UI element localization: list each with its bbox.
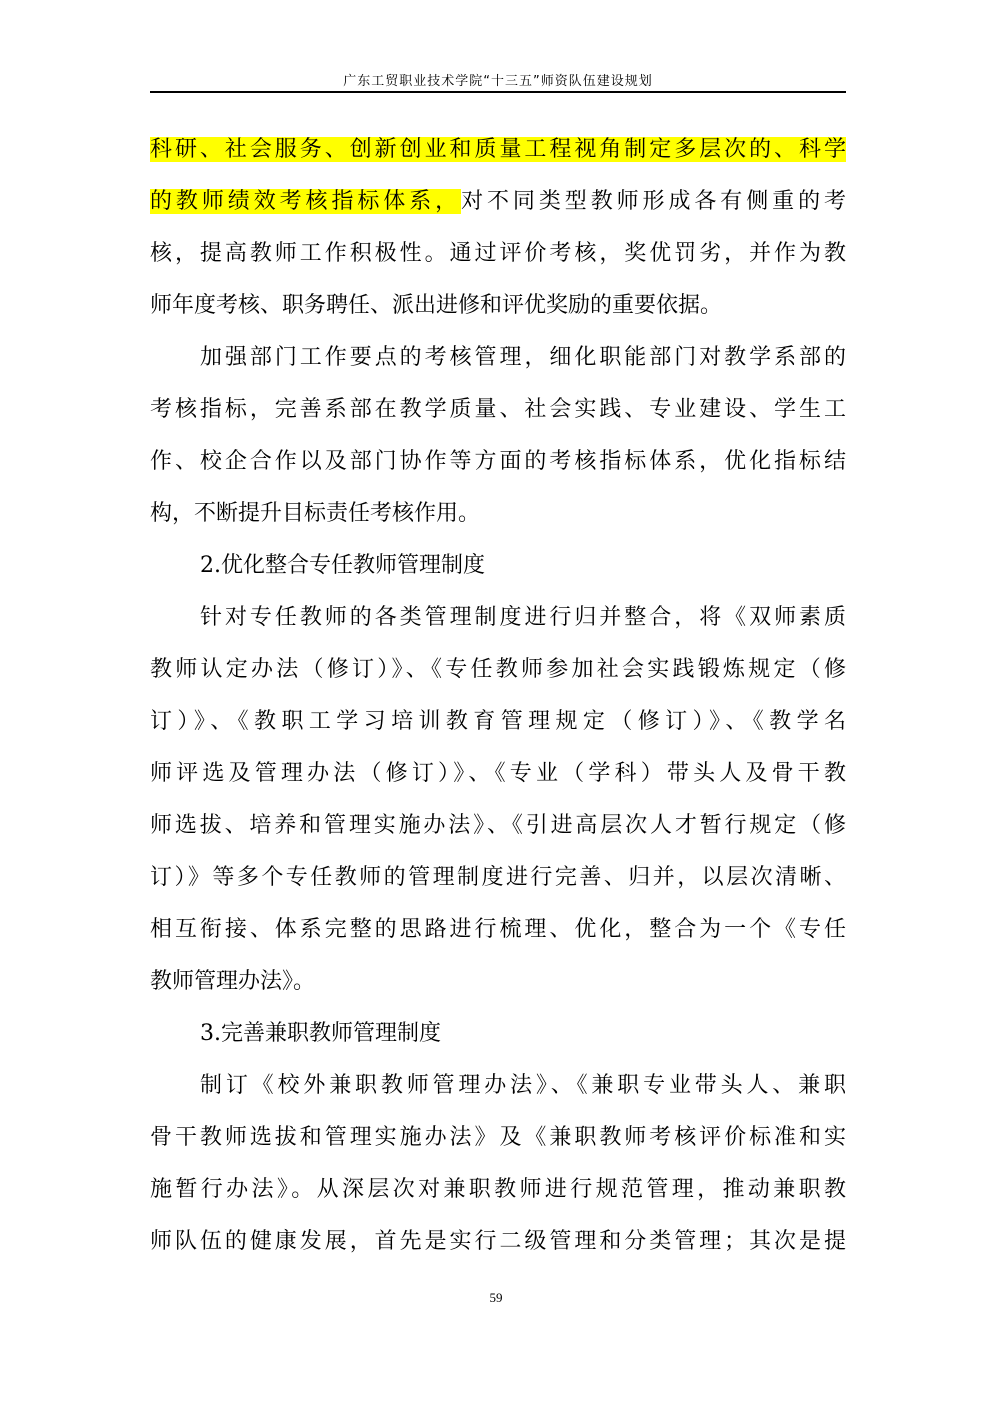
page-number: 59	[489, 1290, 503, 1305]
paragraph-line: 考核指标，完善系部在教学质量、社会实践、专业建设、学生工	[150, 397, 846, 422]
paragraph-line	[150, 176, 846, 228]
paragraph-line: 骨干教师选拔和管理实施办法》及《兼职教师考核评价标准和实	[150, 1125, 846, 1150]
header-rule	[150, 91, 846, 93]
paragraph-line: 核，提高教师工作积极性。通过评价考核，奖优罚劣，并作为教	[150, 241, 846, 266]
line-text: 对不同类型教师形成各有侧重的考	[461, 189, 846, 214]
paragraph-line: 加强部门工作要点的考核管理，细化职能部门对教学系部的	[200, 345, 846, 370]
paragraph-line: 教师认定办法（修订）》、《专任教师参加社会实践锻炼规定（修	[150, 657, 846, 682]
highlighted-text: 科研、社会服务、创新创业和质量工程视角制定多层次的、科学	[150, 137, 846, 162]
paragraph-line: 师评选及管理办法（修订）》、《专业（学科）带头人及骨干教	[150, 761, 846, 786]
paragraph-line	[150, 124, 846, 176]
paragraph-line: 订）》等多个专任教师的管理制度进行完善、归并，以层次清晰、	[150, 865, 846, 890]
section-heading: 2.优化整合专任教师管理制度	[200, 553, 485, 578]
paragraph-line: 师选拔、培养和管理实施办法》、《引进高层次人才暂行规定（修	[150, 813, 846, 838]
paragraph-line: 施暂行办法》。从深层次对兼职教师进行规范管理，推动兼职教	[150, 1177, 846, 1202]
document-body	[150, 124, 846, 1268]
paragraph-line: 制订《校外兼职教师管理办法》、《兼职专业带头人、兼职	[200, 1073, 846, 1098]
paragraph-line: 教师管理办法》。	[150, 969, 316, 994]
highlighted-text: 的教师绩效考核指标体系，	[150, 189, 462, 214]
paragraph-line: 构，不断提升目标责任考核作用。	[150, 501, 481, 526]
paragraph-line: 针对专任教师的各类管理制度进行归并整合，将《双师素质	[200, 605, 846, 630]
section-heading: 3.完善兼职教师管理制度	[200, 1021, 441, 1046]
paragraph-line: 相互衔接、体系完整的思路进行梳理、优化，整合为一个《专任	[150, 917, 846, 942]
running-header: 广东工贸职业技术学院“十三五”师资队伍建设规划	[343, 74, 653, 89]
paragraph-line: 作、校企合作以及部门协作等方面的考核指标体系，优化指标结	[150, 449, 846, 474]
paragraph-line: 订）》、《教职工学习培训教育管理规定（修订）》、《教学名	[150, 709, 846, 734]
paragraph-line: 师队伍的健康发展，首先是实行二级管理和分类管理；其次是提	[150, 1229, 846, 1254]
paragraph-line: 师年度考核、职务聘任、派出进修和评优奖励的重要依据。	[150, 293, 723, 318]
